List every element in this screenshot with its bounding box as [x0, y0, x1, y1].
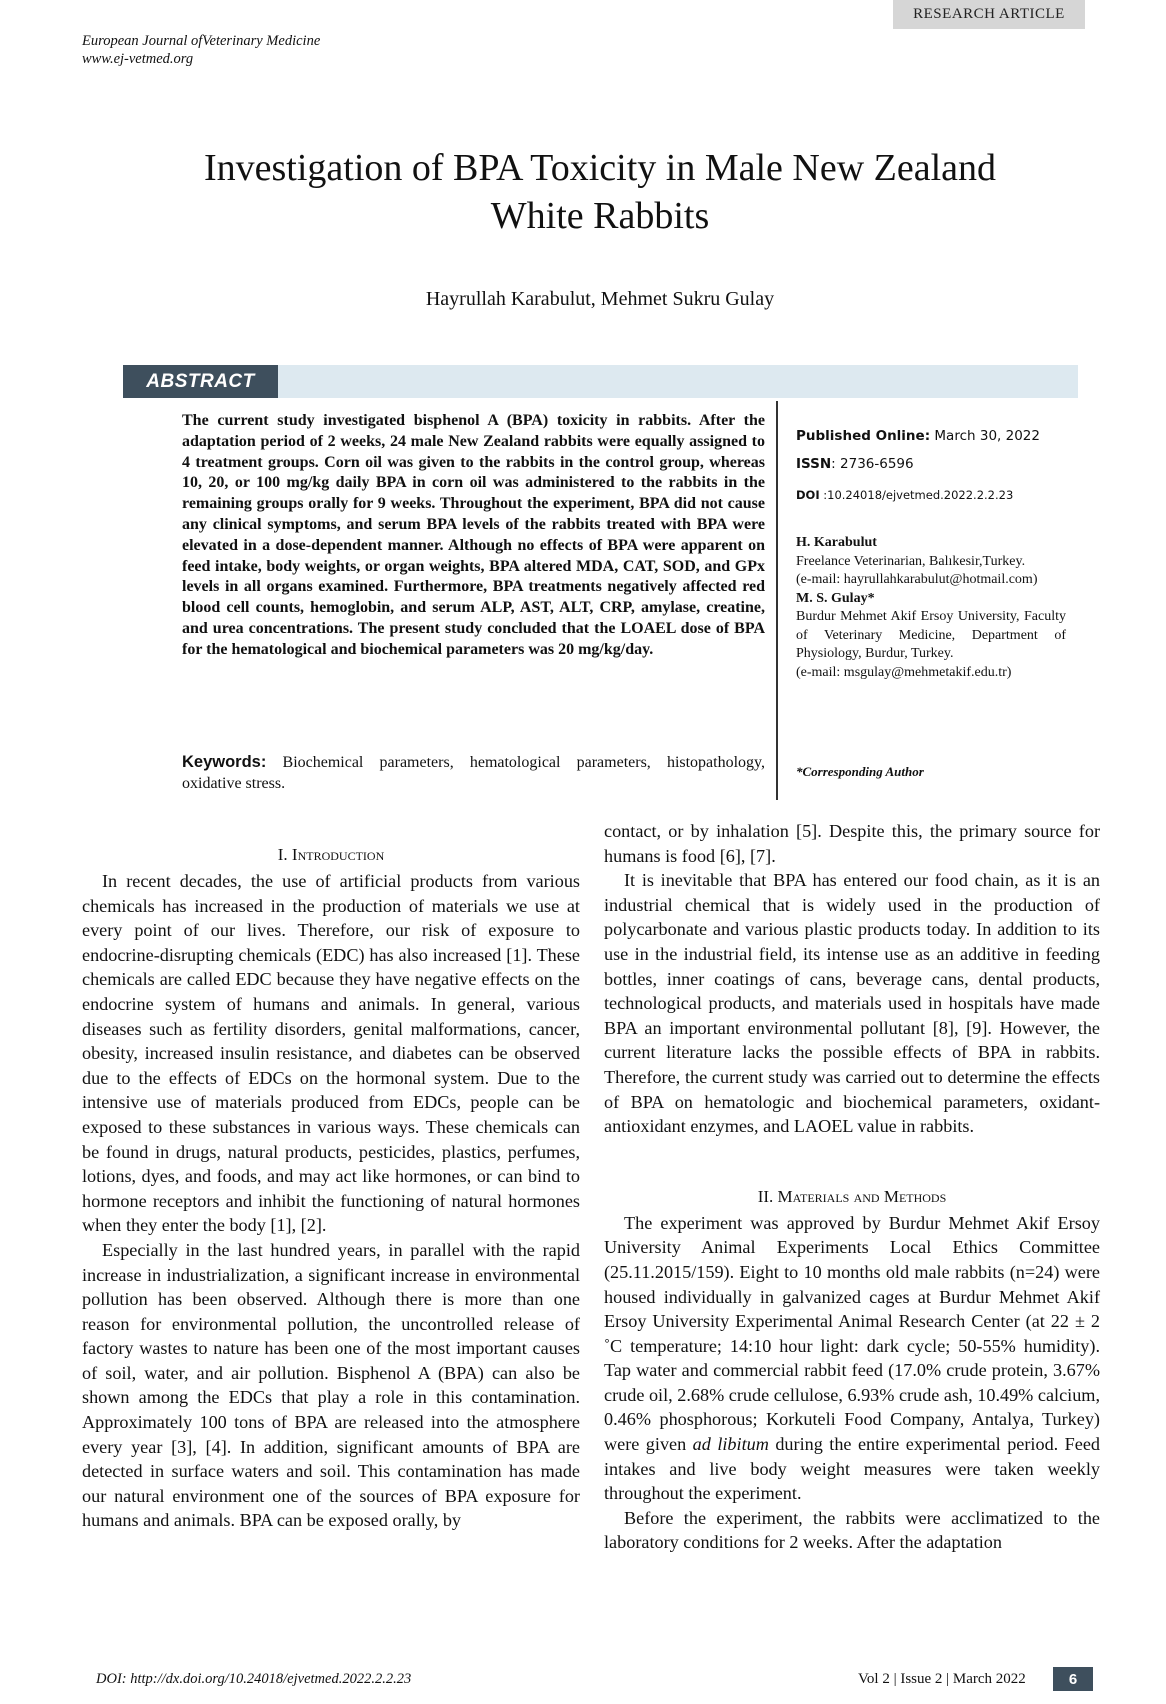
- author-affiliations: [796, 534, 1066, 682]
- abstract-label: ABSTRACT: [123, 365, 278, 398]
- journal-name: European Journal ofVeterinary Medicine: [82, 33, 321, 49]
- methods-heading: [604, 1185, 1100, 1209]
- footer-volume: Vol 2 | Issue 2 | March 2022: [858, 1671, 1026, 1687]
- methods-p1-end: during the entire experimental period. Feed intakes and live body weight measures were taken weekly throughout the experiment.: [604, 1434, 1101, 1504]
- author2-email: (e-mail: msgulay@mehmetakif.edu.tr): [796, 664, 1012, 680]
- methods-p1-italic: ad libitum: [692, 1434, 769, 1455]
- article-type-badge: RESEARCH ARTICLE: [893, 0, 1085, 29]
- doi-label: DOI: [796, 488, 820, 502]
- author1-email: (e-mail: hayrullahkarabulut@hotmail.com): [796, 572, 1038, 587]
- intro-paragraph-1: In recent decades, the use of artificial products from various chemicals has increased in the production of materials we use at every point of our lives. Therefore, our risk of exposure to endocrine-disrupting chemicals (EDC) has also increased [1]. These chemicals are called EDC because they have negative effects on the endocrine system of humans and animals. In general, various diseases such as fertility disorders, genital malformations, cancer, obesity, increased insulin resistance, and diabetes can be observed due to the effects of EDCs on the hormonal system. Due to the intensive use of materials produced from EDCs, people can be exposed to these substances in various ways. These chemicals can be found in drugs, natural products, pesticides, plastics, perfumes, lotions, dyes, and foods, and may act like hormones, or can bind to hormone receptors and inhibit the functioning of natural hormones when they enter the body [1], [2].: [82, 871, 580, 1236]
- methods-title: Materials and Methods: [777, 1186, 947, 1206]
- keywords: [182, 752, 765, 794]
- intro-title: Introduction: [291, 845, 385, 864]
- intro-paragraph-3: contact, or by inhalation [5]. Despite this, the primary source for humans is food [6], [7].: [604, 821, 1100, 866]
- author1-affiliation: Freelance Veterinarian, Balıkesir,Turkey.: [796, 553, 1026, 569]
- journal-url[interactable]: www.ej-vetmed.org: [82, 51, 194, 67]
- article-title: [130, 144, 1070, 240]
- corresponding-author-note: *Corresponding Author: [796, 764, 924, 779]
- article-title-line2: White Rabbits: [490, 195, 710, 237]
- published-online: [796, 427, 1066, 446]
- issn: [796, 455, 1066, 474]
- methods-number: II.: [757, 1186, 774, 1206]
- author2-affiliation: Burdur Mehmet Akif Ersoy University, Faculty of Veterinary Medicine, Department of Physiology, Burdur, Turkey.: [796, 609, 1066, 661]
- journal-header: [82, 32, 320, 68]
- doi: [796, 486, 1066, 505]
- intro-paragraph-4: It is inevitable that BPA has entered our food chain, as it is an industrial chemical that is widely used in the production of polycarbonate and various plastic products today. In addition to its use in the industrial field, its intense use as an additive in feeding bottles, inner coatings of cans, beverage cans, dental products, technological products, and materials used in hospitals have made BPA an important environmental pollutant [8], [9]. However, the current literature lacks the possible effects of BPA in rabbits. Therefore, the current study was carried out to determine the effects of BPA on hematologic and biochemical parameters, oxidant-antioxidant enzymes, and LAOEL value in rabbits.: [604, 870, 1100, 1137]
- keywords-list: Biochemical parameters, hematological parameters, histopathology, oxidative stress.: [182, 754, 766, 792]
- author1-name: H. Karabulut: [796, 535, 877, 550]
- abstract-divider: [776, 401, 778, 800]
- intro-paragraph-2: Especially in the last hundred years, in parallel with the rapid increase in industrialization, a significant increase in environmental pollution has been observed. Although there is more than one reason for environmental pollution, the uncontrolled release of factory wastes to nature has been one of the most important causes of soil, water, and air pollution. Bisphenol A (BPA) can also be shown among the EDCs that play a role in this contamination. Approximately 100 tons of BPA are released into the atmosphere every year [3], [4]. In addition, significant amounts of BPA are detected in surface waters and soil. This contamination has made our natural environment one of the sources of BPA exposure for humans and animals. BPA can be exposed orally, by: [82, 1239, 580, 1531]
- doi-value[interactable]: :10.24018/ejvetmed.2022.2.2.23: [823, 488, 1014, 502]
- methods-paragraph-1: [604, 1211, 1100, 1506]
- keywords-label: Keywords:: [182, 753, 267, 771]
- methods-p1-text: The experiment was approved by Burdur Mehmet Akif Ersoy University Animal Experiments Local Ethics Committee (25.11.2015/159). Eight to 10 months old male rabbits (n=24) were housed individually in galvanized cages at Burdur Mehmet Akif Ersoy University Experimental Animal Research Center (at 22 ± 2 ˚C temperature; 14:10 hour light: dark cycle; 50-55% humidity). Tap water and commercial rabbit feed (17.0% crude protein, 3.67% crude oil, 2.68% crude cellulose, 6.93% crude ash, 10.49% calcium, 0.46% phosphorous; Korkuteli Food Company, Antalya, Turkey) were given: [604, 1212, 1100, 1455]
- published-date: March 30, 2022: [934, 428, 1040, 444]
- abstract-bar: [123, 365, 1078, 398]
- intro-heading: [82, 843, 580, 867]
- page-number: 6: [1053, 1667, 1093, 1691]
- intro-number: I.: [277, 845, 288, 864]
- author2-name: M. S. Gulay*: [796, 590, 875, 606]
- author-list: Hayrullah Karabulut, Mehmet Sukru Gulay: [425, 288, 775, 310]
- issn-value: : 2736-6596: [831, 456, 914, 472]
- left-column: [82, 843, 580, 1533]
- abstract-text: The current study investigated bisphenol A (BPA) toxicity in rabbits. After the adaptation period of 2 weeks, 24 male New Zealand rabbits were equally assigned to 4 treatment groups. Corn oil was given to the rabbits in the control group, whereas 10, 20, or 100 mg/kg daily BPA in corn oil was administered to the rabbits in the remaining groups orally for 9 weeks. Throughout the experiment, BPA did not cause any clinical symptoms, and serum BPA levels of the rabbits treated with BPA were elevated in a dose-dependent manner. Although no effects of BPA were apparent on feed intake, body weights, or organ weights, BPA altered MDA, CAT, SOD, and GPx levels in all organs examined. Furthermore, BPA treatments negatively affected red blood cell counts, hemoglobin, and serum ALP, AST, ALT, CRP, amylase, creatine, and urea concentrations. The present study concluded that the LOAEL dose of BPA for the hematological and biochemical parameters was 20 mg/kg/day.: [182, 412, 765, 658]
- right-column: [604, 819, 1100, 1555]
- footer-doi[interactable]: DOI: http://dx.doi.org/10.24018/ejvetmed.2022.2.2.23: [96, 1671, 412, 1687]
- methods-paragraph-2: Before the experiment, the rabbits were acclimatized to the laboratory conditions for 2 weeks. After the adaptation: [604, 1507, 1100, 1553]
- published-label: Published Online:: [796, 428, 931, 444]
- article-title-line1: Investigation of BPA Toxicity in Male New Zealand: [203, 147, 997, 189]
- issn-label: ISSN: [796, 456, 832, 472]
